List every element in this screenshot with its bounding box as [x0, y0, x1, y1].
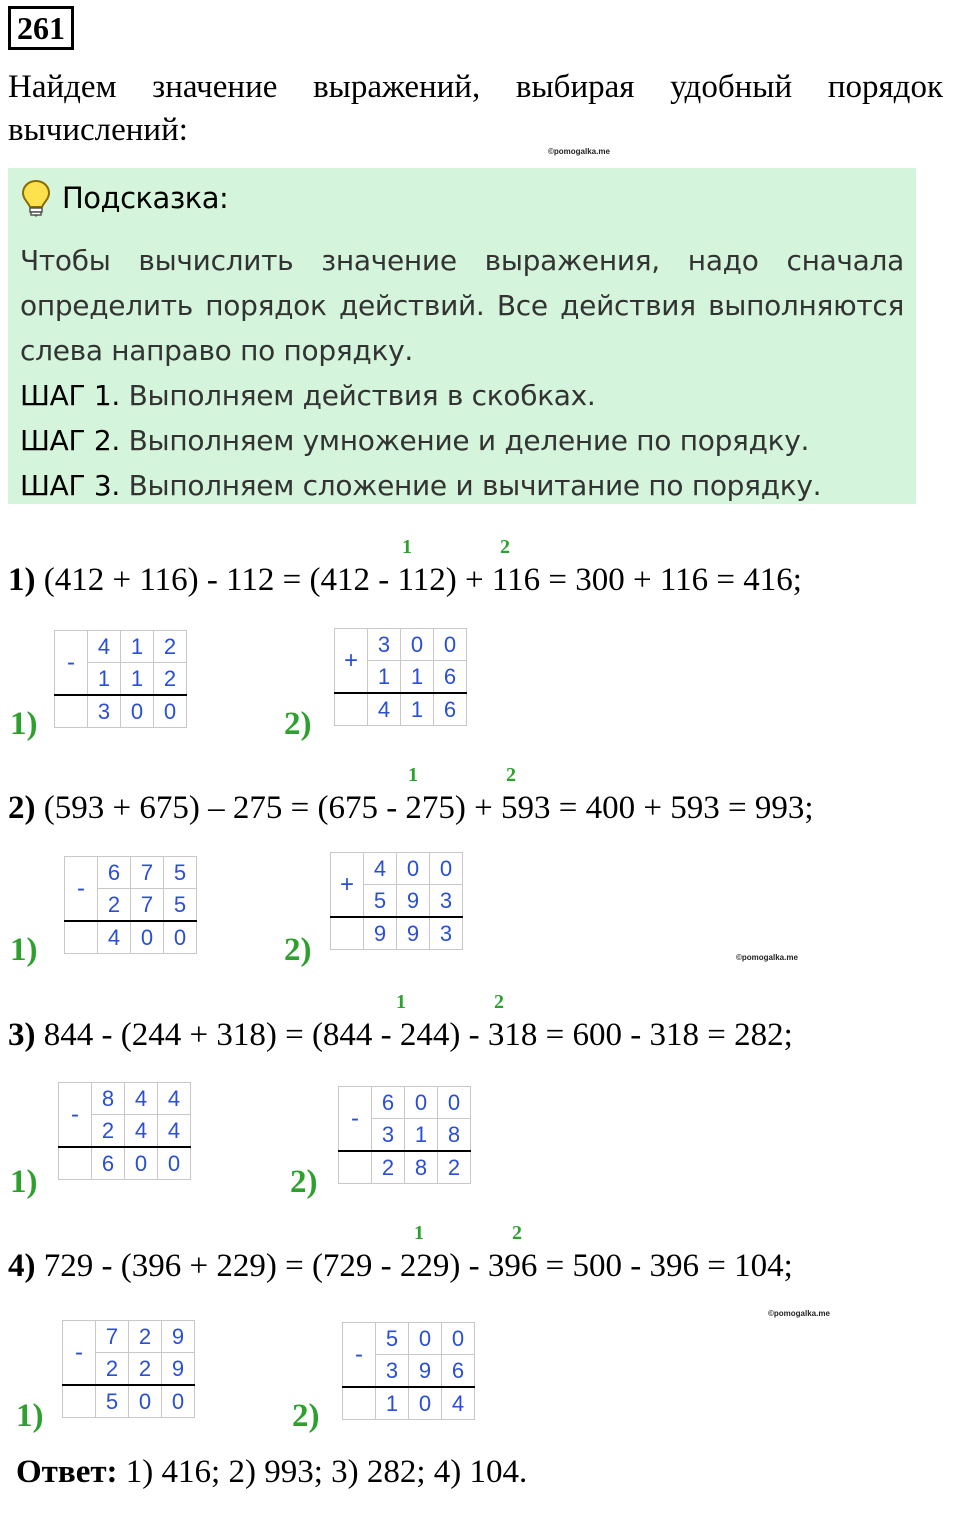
digit: 9: [397, 917, 430, 950]
hint-line-3: слева направо по порядку.: [20, 334, 413, 367]
digit: 9: [397, 885, 430, 918]
digit: 2: [92, 1115, 125, 1148]
intro-line-2: вычислений:: [8, 112, 188, 148]
digit: 1: [121, 663, 154, 696]
problem-2-number: 2): [8, 790, 36, 826]
digit: 6: [372, 1087, 405, 1119]
calc-operator: -: [65, 857, 98, 922]
digit: 1: [401, 693, 434, 726]
order-mark-1: 1: [396, 991, 406, 1013]
problem-3-expression: [8, 1017, 793, 1054]
digit: 2: [96, 1353, 129, 1386]
problem-2-expression: [8, 790, 814, 827]
digit: 0: [409, 1387, 442, 1420]
problem-1-calc2-label: 2): [284, 706, 312, 742]
digit: 4: [125, 1115, 158, 1148]
digit: 0: [442, 1323, 475, 1355]
problem-4-expression: [8, 1248, 793, 1285]
digit: 4: [98, 921, 131, 954]
digit: 4: [442, 1387, 475, 1420]
digit: 4: [88, 631, 121, 663]
hint-text: [20, 238, 904, 508]
digit: 4: [364, 853, 397, 885]
digit: 8: [405, 1151, 438, 1184]
hint-line-1: Чтобы вычислить значение выражения, надо сначала: [20, 244, 904, 277]
digit: 7: [131, 857, 164, 889]
digit: 9: [162, 1353, 195, 1386]
digit: 1: [88, 663, 121, 696]
answer: [16, 1454, 527, 1491]
digit: 9: [364, 917, 397, 950]
digit: 0: [129, 1385, 162, 1418]
digit: 2: [438, 1151, 471, 1184]
digit: 6: [442, 1355, 475, 1388]
digit: 0: [430, 853, 463, 885]
digit: 3: [88, 695, 121, 728]
digit: 7: [131, 889, 164, 922]
digit: 6: [434, 693, 467, 726]
digit: 0: [125, 1147, 158, 1180]
order-mark-2: 2: [494, 991, 504, 1013]
hint-step-2: [20, 418, 904, 463]
problem-4-calc1-label: 1): [16, 1398, 44, 1434]
hint-step-1-label: ШАГ 1.: [20, 379, 120, 412]
calc-operator: -: [339, 1087, 372, 1152]
digit: 0: [164, 921, 197, 954]
problem-3-text: 844 - (244 + 318) = (844 - 244) - 318 = 600 - 318 = 282;: [35, 1017, 793, 1053]
digit: 6: [434, 661, 467, 694]
order-mark-2: 2: [500, 536, 510, 558]
digit: 3: [372, 1119, 405, 1152]
problem-4-calc2: [342, 1322, 475, 1420]
digit: 0: [158, 1147, 191, 1180]
watermark: ©pomogalka.me: [736, 953, 798, 962]
digit: 7: [96, 1321, 129, 1353]
problem-4-calc1: [62, 1320, 195, 1418]
hint-step-2-text: Выполняем умножение и деление по порядку.: [120, 424, 810, 457]
hint-line-2: определить порядок действий. Все действия выполняются: [20, 289, 904, 322]
digit: 6: [92, 1147, 125, 1180]
order-mark-1: 1: [402, 536, 412, 558]
problem-1-calc1: [54, 630, 187, 728]
intro-text: [8, 66, 943, 152]
problem-4-number: 4): [8, 1248, 36, 1284]
problem-4-calc2-label: 2): [292, 1398, 320, 1434]
digit: 5: [164, 857, 197, 889]
calc-operator: -: [59, 1083, 92, 1148]
digit: 0: [401, 629, 434, 661]
answer-text: 1) 416; 2) 993; 3) 282; 4) 104.: [117, 1454, 528, 1490]
hint-step-3-text: Выполняем сложение и вычитание по порядку.: [120, 469, 822, 502]
order-mark-1: 1: [408, 764, 418, 786]
digit: 0: [397, 853, 430, 885]
hint-header: [20, 176, 228, 220]
digit: 5: [96, 1385, 129, 1418]
digit: 3: [430, 917, 463, 950]
digit: 5: [364, 885, 397, 918]
hint-step-3: [20, 463, 904, 508]
digit: 3: [430, 885, 463, 918]
digit: 2: [129, 1321, 162, 1353]
hint-title: Подсказка:: [62, 181, 229, 215]
order-mark-1: 1: [414, 1222, 424, 1244]
problem-2-calc1-label: 1): [10, 932, 38, 968]
digit: 9: [162, 1321, 195, 1353]
digit: 4: [368, 693, 401, 726]
answer-label: Ответ:: [16, 1454, 118, 1490]
problem-1-expression: [8, 562, 802, 599]
task-number: 261: [8, 6, 74, 50]
calc-operator: -: [55, 631, 88, 696]
problem-4-text: 729 - (396 + 229) = (729 - 229) - 396 = 500 - 396 = 104;: [35, 1248, 793, 1284]
digit: 0: [162, 1385, 195, 1418]
problem-2-calc2: [330, 852, 463, 950]
problem-3-calc1: [58, 1082, 191, 1180]
digit: 2: [154, 663, 187, 696]
digit: 1: [368, 661, 401, 694]
digit: 0: [438, 1087, 471, 1119]
digit: 5: [164, 889, 197, 922]
digit: 2: [129, 1353, 162, 1386]
digit: 0: [131, 921, 164, 954]
calc-operator: +: [335, 629, 368, 694]
problem-1-calc2: [334, 628, 467, 726]
digit: 2: [154, 631, 187, 663]
problem-2-calc1: [64, 856, 197, 954]
problem-3-number: 3): [8, 1017, 36, 1053]
calc-operator: -: [63, 1321, 96, 1386]
digit: 8: [438, 1119, 471, 1152]
problem-3-calc1-label: 1): [10, 1164, 38, 1200]
hint-step-1-text: Выполняем действия в скобках.: [120, 379, 596, 412]
problem-3-calc2-label: 2): [290, 1164, 318, 1200]
watermark: ©pomogalka.me: [768, 1309, 830, 1318]
digit: 0: [121, 695, 154, 728]
digit: 1: [401, 661, 434, 694]
calc-operator: +: [331, 853, 364, 918]
order-mark-2: 2: [512, 1222, 522, 1244]
hint-step-3-label: ШАГ 3.: [20, 469, 120, 502]
digit: 4: [158, 1115, 191, 1148]
watermark: ©pomogalka.me: [548, 147, 610, 156]
digit: 9: [409, 1355, 442, 1388]
calc-operator: -: [343, 1323, 376, 1388]
digit: 1: [405, 1119, 438, 1152]
digit: 8: [92, 1083, 125, 1115]
digit: 0: [409, 1323, 442, 1355]
digit: 2: [372, 1151, 405, 1184]
problem-2-text: (593 + 675) – 275 = (675 - 275) + 593 = 400 + 593 = 993;: [35, 790, 814, 826]
digit: 0: [405, 1087, 438, 1119]
digit: 1: [376, 1387, 409, 1420]
digit: 4: [125, 1083, 158, 1115]
problem-1-number: 1): [8, 562, 36, 598]
digit: 1: [121, 631, 154, 663]
intro-line-1: Найдем значение выражений, выбирая удобный порядок: [8, 69, 943, 105]
digit: 3: [368, 629, 401, 661]
lightbulb-icon: [20, 178, 52, 218]
problem-1-text: (412 + 116) - 112 = (412 - 112) + 116 = 300 + 116 = 416;: [35, 562, 802, 598]
problem-2-calc2-label: 2): [284, 932, 312, 968]
digit: 6: [98, 857, 131, 889]
problem-1-calc1-label: 1): [10, 706, 38, 742]
hint-step-2-label: ШАГ 2.: [20, 424, 120, 457]
order-mark-2: 2: [506, 764, 516, 786]
digit: 2: [98, 889, 131, 922]
digit: 0: [154, 695, 187, 728]
digit: 3: [376, 1355, 409, 1388]
digit: 0: [434, 629, 467, 661]
hint-box: [8, 168, 916, 504]
hint-step-1: [20, 373, 904, 418]
problem-3-calc2: [338, 1086, 471, 1184]
digit: 4: [158, 1083, 191, 1115]
digit: 5: [376, 1323, 409, 1355]
